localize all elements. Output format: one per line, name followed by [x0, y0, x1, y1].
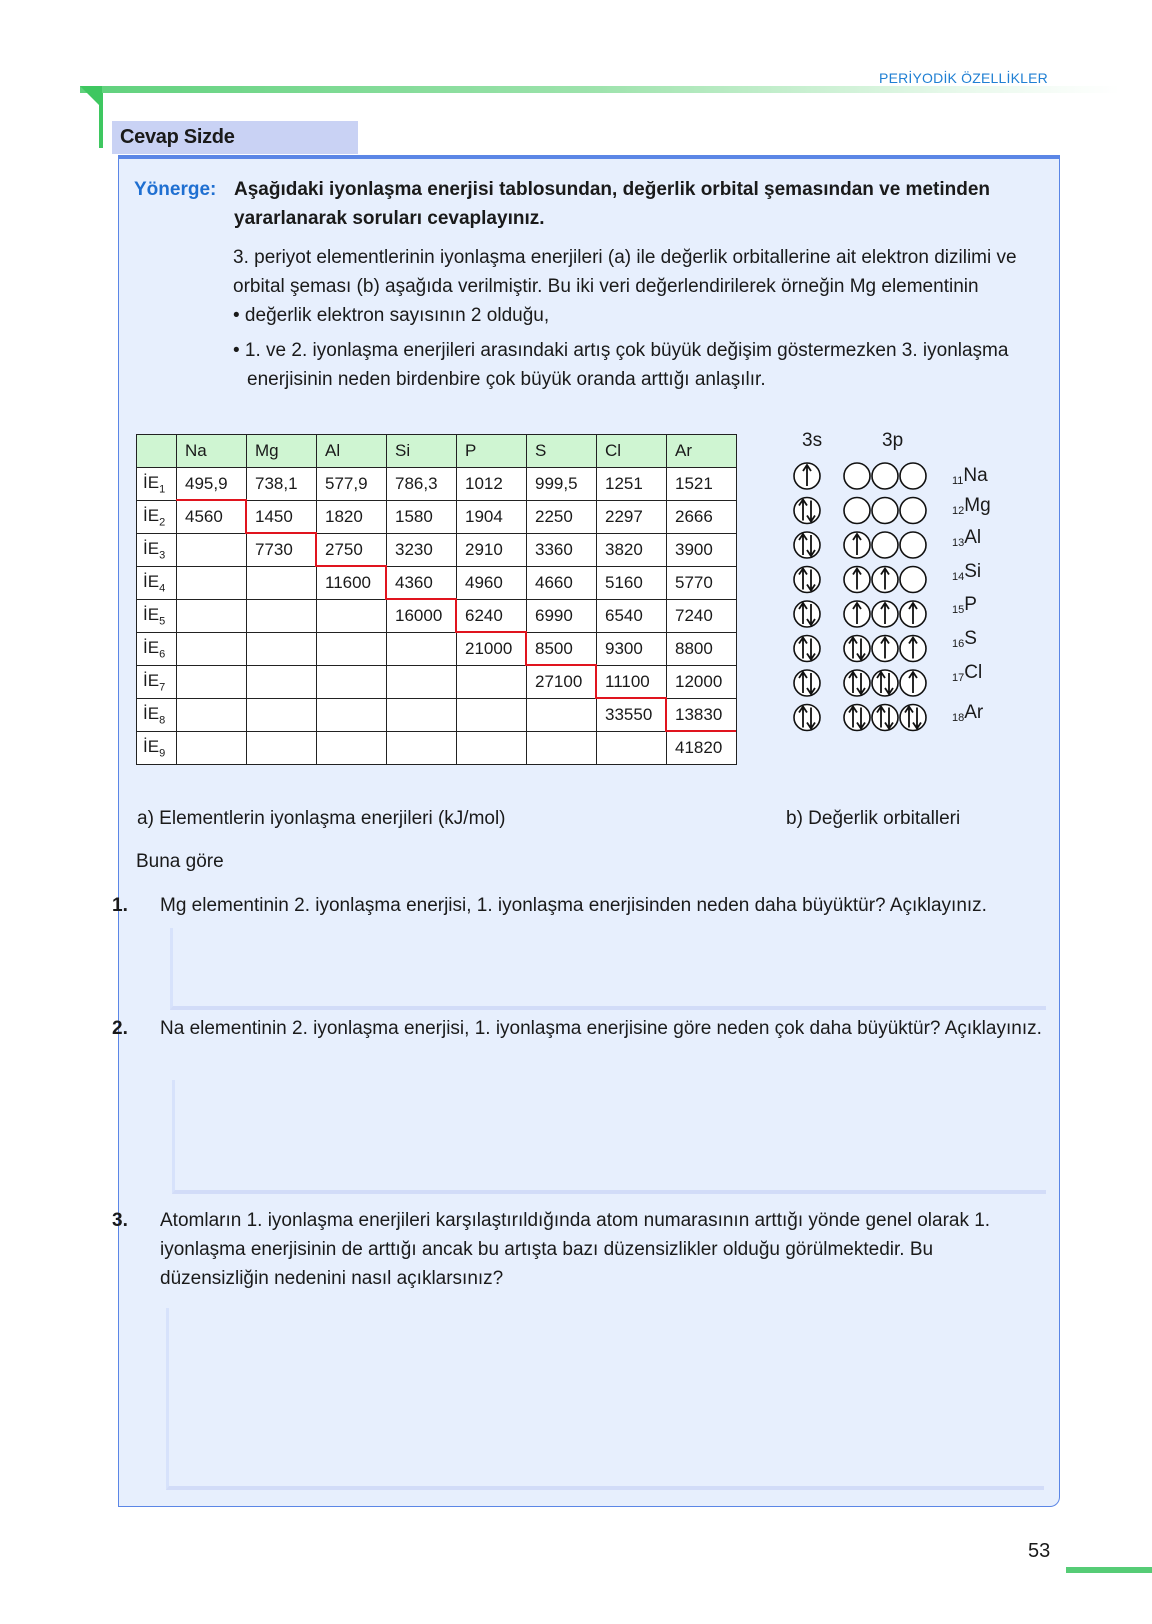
- question-number: 3.: [112, 1210, 128, 1231]
- table-cell: 1012: [457, 468, 527, 501]
- table-corner-cell: [137, 435, 177, 468]
- section-header-title: PERİYODİK ÖZELLİKLER: [879, 70, 1048, 86]
- table-cell: 21000: [457, 633, 527, 666]
- directive: [134, 175, 1046, 233]
- table-cell: 3820: [597, 534, 667, 567]
- column-header: Mg: [247, 435, 317, 468]
- row-label-subscript: 9: [159, 747, 166, 760]
- row-label-subscript: 6: [159, 648, 166, 661]
- row-label: [137, 600, 177, 633]
- table-cell: [317, 666, 387, 699]
- orbital-3s: [794, 670, 820, 696]
- row-label: [137, 567, 177, 600]
- table-cell: 1521: [667, 468, 737, 501]
- element-label: [952, 662, 982, 684]
- column-header: Al: [317, 435, 387, 468]
- table-cell: [247, 600, 317, 633]
- orbital-3s: [794, 705, 820, 731]
- atomic-number: 11: [952, 475, 964, 487]
- table-cell: 6540: [597, 600, 667, 633]
- row-label-prefix: İE: [143, 505, 160, 525]
- atomic-number: 16: [952, 638, 965, 650]
- table-caption: a) Elementlerin iyonlaşma enerjileri (kJ/mol): [137, 808, 506, 829]
- row-label-prefix: İE: [143, 703, 160, 723]
- row-label-subscript: 3: [159, 549, 166, 562]
- orbital-3p: [844, 670, 870, 696]
- orbital-3p: [872, 567, 898, 593]
- orbital-3p: [900, 498, 926, 524]
- orbital-3p: [844, 705, 870, 731]
- answer-area-3[interactable]: [166, 1308, 1044, 1490]
- page-number: 53: [1028, 1540, 1051, 1562]
- table-row: [137, 699, 737, 732]
- row-label-prefix: İE: [143, 538, 160, 558]
- orbital-3p: [844, 463, 870, 489]
- table-cell: [317, 600, 387, 633]
- orbital-3s: [794, 532, 820, 558]
- table-cell: 2910: [457, 534, 527, 567]
- element-symbol: Na: [963, 465, 988, 486]
- directive-label: Yönerge:: [134, 179, 217, 200]
- table-row: [137, 501, 737, 534]
- orbital-3s: [794, 567, 820, 593]
- row-label: [137, 633, 177, 666]
- orbital-3p: [900, 705, 926, 731]
- table-row: [137, 732, 737, 765]
- table-cell: 495,9: [177, 468, 247, 501]
- row-label-subscript: 2: [159, 516, 166, 529]
- row-label-prefix: İE: [143, 472, 160, 492]
- table-cell: 4360: [387, 567, 457, 600]
- bullet-item: • değerlik elektron sayısının 2 olduğu,: [233, 305, 550, 326]
- orbital-3s: [794, 498, 820, 524]
- table-row: [137, 600, 737, 633]
- orbital-3p: [872, 498, 898, 524]
- element-symbol: S: [964, 628, 977, 649]
- table-cell: [177, 600, 247, 633]
- row-label: [137, 534, 177, 567]
- element-label: [952, 702, 983, 724]
- element-symbol: Ar: [964, 702, 984, 723]
- row-label-subscript: 4: [159, 582, 166, 595]
- column-header: Cl: [597, 435, 667, 468]
- row-label: [137, 732, 177, 765]
- atomic-number: 15: [952, 604, 965, 616]
- atomic-number: 13: [952, 537, 965, 549]
- orbital-3p: [900, 636, 926, 662]
- orbital-3s: [794, 601, 820, 627]
- table-cell: 8500: [527, 633, 597, 666]
- orbital-3p: [844, 636, 870, 662]
- table-cell: 1820: [317, 501, 387, 534]
- buna-gore-text: Buna göre: [136, 851, 224, 872]
- table-cell: [177, 732, 247, 765]
- column-header: Ar: [667, 435, 737, 468]
- table-row: [137, 633, 737, 666]
- table-cell: 5160: [597, 567, 667, 600]
- table-cell: [177, 633, 247, 666]
- row-label: [137, 666, 177, 699]
- element-label: [952, 465, 988, 487]
- table-cell: [177, 699, 247, 732]
- orbital-3s: [794, 636, 820, 662]
- table-cell: 16000: [387, 600, 457, 633]
- row-label-subscript: 7: [159, 681, 166, 694]
- question-2: [112, 1014, 1046, 1043]
- orbital-3p: [900, 670, 926, 696]
- table-cell: [387, 666, 457, 699]
- column-header: P: [457, 435, 527, 468]
- question-3: [112, 1206, 1046, 1293]
- element-symbol: Si: [964, 561, 982, 582]
- table-cell: 2666: [667, 501, 737, 534]
- orbital-caption: b) Değerlik orbitalleri: [786, 808, 961, 829]
- row-label: [137, 699, 177, 732]
- orbital-diagram: [790, 458, 950, 738]
- table-cell: 786,3: [387, 468, 457, 501]
- table-row: [137, 534, 737, 567]
- table-cell: [527, 732, 597, 765]
- row-label-prefix: İE: [143, 571, 160, 591]
- orbital-3p: [872, 463, 898, 489]
- table-cell: 2250: [527, 501, 597, 534]
- directive-text: Aşağıdaki iyonlaşma enerjisi tablosundan, değerlik orbital şemasından ve metinden yararlanarak soruları cevaplayınız.: [234, 179, 991, 229]
- orbital-3p: [872, 705, 898, 731]
- orbital-3p: [844, 532, 870, 558]
- table-row: [137, 567, 737, 600]
- row-label: [137, 468, 177, 501]
- column-header: S: [527, 435, 597, 468]
- table-cell: [247, 567, 317, 600]
- question-number: 2.: [112, 1018, 128, 1039]
- question-text: Mg elementinin 2. iyonlaşma enerjisi, 1. iyonlaşma enerjisinden neden daha büyüktür? Açıklayınız.: [160, 895, 987, 916]
- table-cell: [317, 732, 387, 765]
- row-label-prefix: İE: [143, 604, 160, 624]
- table-cell: 11600: [317, 567, 387, 600]
- row-label: [137, 501, 177, 534]
- answer-area-2[interactable]: [172, 1080, 1046, 1194]
- row-label-prefix: İE: [143, 637, 160, 657]
- row-label-prefix: İE: [143, 736, 160, 756]
- table-cell: 1904: [457, 501, 527, 534]
- orbital-3p: [872, 670, 898, 696]
- header-corner-decoration: [80, 86, 100, 146]
- table-cell: [177, 567, 247, 600]
- row-label-prefix: İE: [143, 670, 160, 690]
- orbital-3p: [900, 463, 926, 489]
- table-cell: 999,5: [527, 468, 597, 501]
- row-label-subscript: 5: [159, 615, 166, 628]
- orbital-3s: [794, 463, 820, 489]
- table-cell: 12000: [667, 666, 737, 699]
- column-header: Na: [177, 435, 247, 468]
- atomic-number: 14: [952, 571, 965, 583]
- table-cell: 577,9: [317, 468, 387, 501]
- table-cell: [527, 699, 597, 732]
- activity-tab-title: Cevap Sizde: [112, 121, 358, 154]
- table-cell: 3900: [667, 534, 737, 567]
- table-cell: 1580: [387, 501, 457, 534]
- orbital-3p: [844, 498, 870, 524]
- table-cell: 11100: [597, 666, 667, 699]
- page-number-bar: [1066, 1567, 1152, 1573]
- question-1: [112, 891, 1046, 920]
- element-label: [952, 495, 991, 517]
- bullet-item: • 1. ve 2. iyonlaşma enerjileri arasındaki artış çok büyük değişim göstermezken 3. iyonlaşma enerjisinin neden birdenbire çok büyük oranda arttığı anlaşılır.: [233, 340, 1009, 390]
- table-row: [137, 666, 737, 699]
- table-cell: 9300: [597, 633, 667, 666]
- orbital-3p: [872, 636, 898, 662]
- table-cell: 1251: [597, 468, 667, 501]
- table-cell: [247, 732, 317, 765]
- table-cell: 4560: [177, 501, 247, 534]
- orbital-3p: [900, 567, 926, 593]
- table-cell: 6990: [527, 600, 597, 633]
- question-text: Na elementinin 2. iyonlaşma enerjisi, 1. iyonlaşma enerjisine göre neden çok daha büyüktür? Açıklayınız.: [160, 1018, 1042, 1039]
- table-cell: [387, 732, 457, 765]
- table-cell: 7240: [667, 600, 737, 633]
- table-cell: 4960: [457, 567, 527, 600]
- element-label: [952, 594, 977, 616]
- table-cell: [387, 633, 457, 666]
- atomic-number: 17: [952, 672, 965, 684]
- question-text: Atomların 1. iyonlaşma enerjileri karşılaştırıldığında atom numarasının arttığı yönde genel olarak 1. iyonlaşma enerjisinin de arttığı ancak bu artışta bazı düzensizlikler olduğu görülmektedir. Bu düzensizliğin nedenini nasıl açıklarsınız?: [160, 1210, 991, 1289]
- table-cell: [247, 666, 317, 699]
- orbital-head-3p: 3p: [882, 430, 904, 451]
- element-symbol: Mg: [964, 495, 991, 516]
- intro-paragraph: 3. periyot elementlerinin iyonlaşma enerjileri (a) ile değerlik orbitallerine ait elektron dizilimi ve orbital şeması (b) aşağıda verilmiştir. Bu iki veri değerlendirilerek örneğin Mg elementinin: [233, 247, 1017, 297]
- table-cell: 41820: [667, 732, 737, 765]
- table-cell: 1450: [247, 501, 317, 534]
- table-cell: 27100: [527, 666, 597, 699]
- orbital-3p: [900, 532, 926, 558]
- table-cell: [247, 699, 317, 732]
- ionization-energy-table: [136, 434, 737, 765]
- table-cell: [177, 666, 247, 699]
- table-cell: [457, 699, 527, 732]
- table-cell: [597, 732, 667, 765]
- answer-area-1[interactable]: [170, 928, 1046, 1010]
- table-cell: 3360: [527, 534, 597, 567]
- element-label: [952, 628, 977, 650]
- row-label-subscript: 8: [159, 714, 166, 727]
- column-header: Si: [387, 435, 457, 468]
- table-cell: 33550: [597, 699, 667, 732]
- element-label: [952, 527, 981, 549]
- orbital-3p: [844, 601, 870, 627]
- question-number: 1.: [112, 895, 128, 916]
- table-cell: [457, 666, 527, 699]
- table-cell: 8800: [667, 633, 737, 666]
- table-cell: [317, 699, 387, 732]
- table-cell: 738,1: [247, 468, 317, 501]
- header-green-bar: [80, 86, 1120, 93]
- table-cell: 3230: [387, 534, 457, 567]
- table-cell: [177, 534, 247, 567]
- element-label: [952, 561, 981, 583]
- element-symbol: Al: [964, 527, 982, 548]
- atomic-number: 18: [952, 712, 965, 724]
- orbital-head-3s: 3s: [802, 430, 823, 451]
- table-row: [137, 468, 737, 501]
- orbital-3p: [872, 601, 898, 627]
- table-cell: 5770: [667, 567, 737, 600]
- table-cell: 6240: [457, 600, 527, 633]
- orbital-3p: [844, 567, 870, 593]
- atomic-number: 12: [952, 505, 965, 517]
- header-side-rule: [99, 93, 103, 148]
- table-cell: 4660: [527, 567, 597, 600]
- element-symbol: Cl: [964, 662, 983, 683]
- orbital-3p: [900, 601, 926, 627]
- table-cell: 2297: [597, 501, 667, 534]
- table-cell: [387, 699, 457, 732]
- table-cell: 13830: [667, 699, 737, 732]
- element-symbol: P: [964, 594, 977, 615]
- table-cell: [247, 633, 317, 666]
- orbital-3p: [872, 532, 898, 558]
- row-label-subscript: 1: [159, 483, 166, 496]
- table-cell: 7730: [247, 534, 317, 567]
- table-cell: [317, 633, 387, 666]
- table-cell: [457, 732, 527, 765]
- table-cell: 2750: [317, 534, 387, 567]
